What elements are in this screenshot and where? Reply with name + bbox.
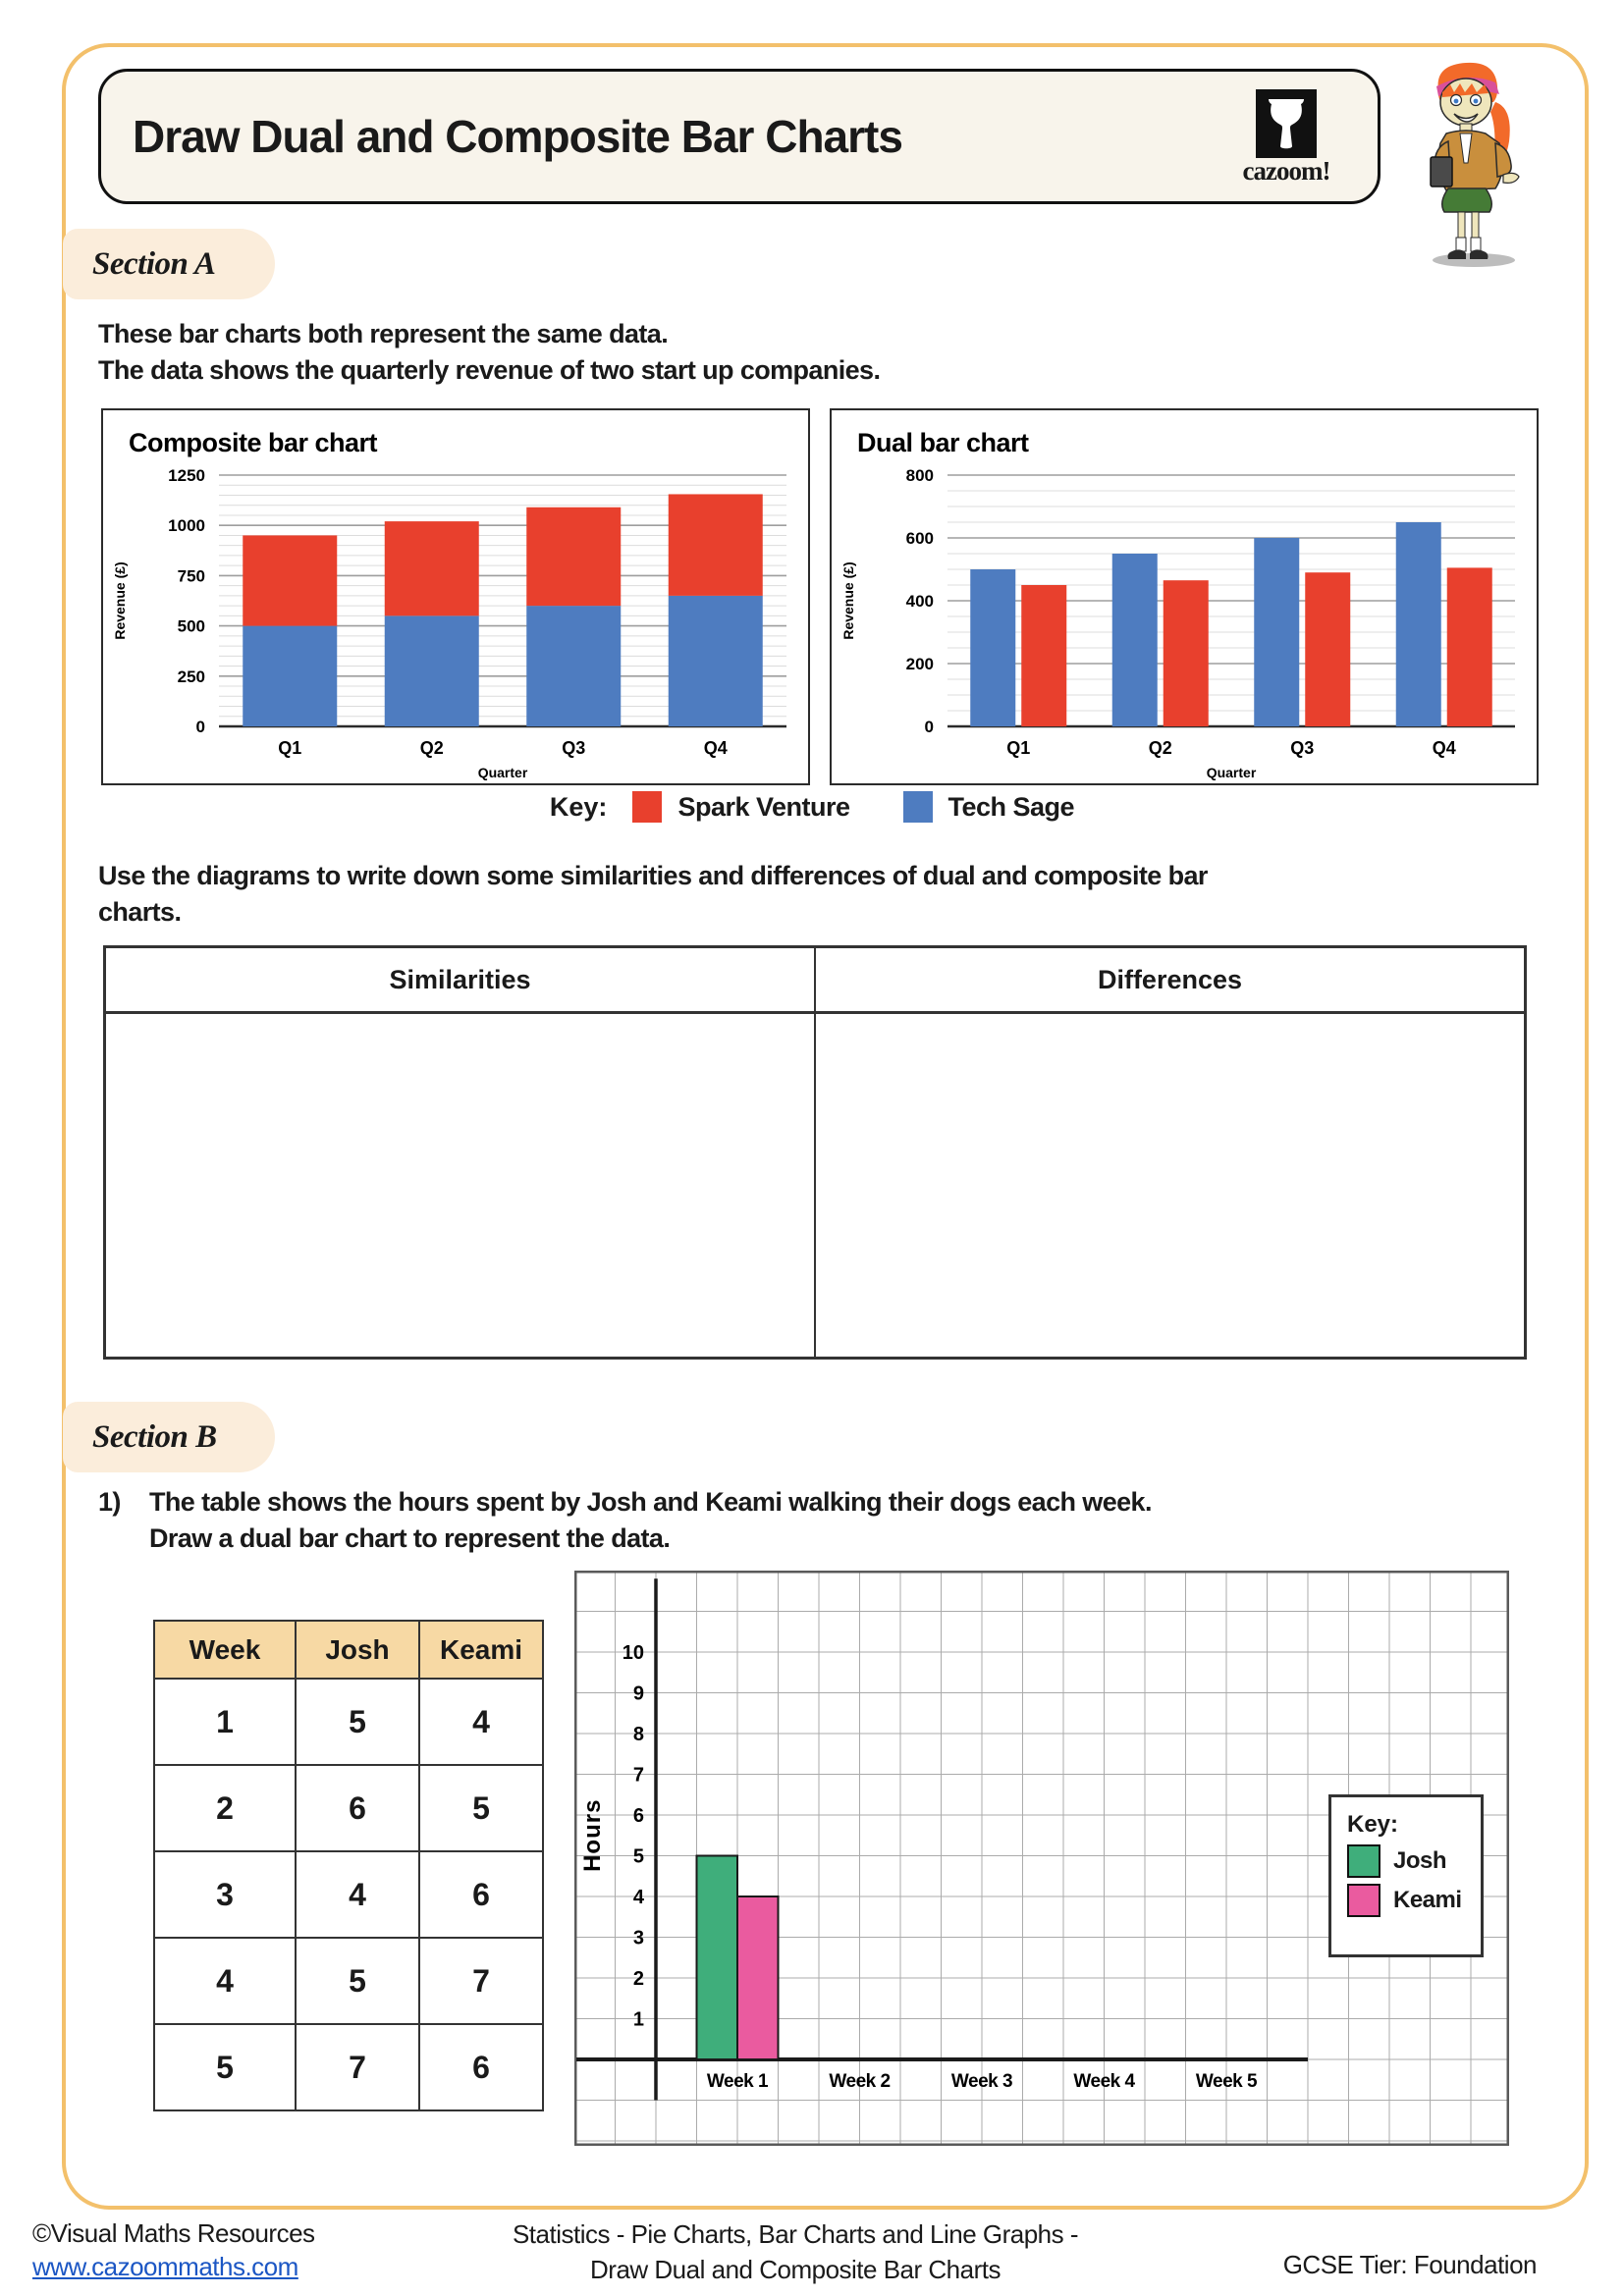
section-a-prompt [98,858,1208,931]
section-a-blob [63,229,275,299]
x-tick-label: Q3 [1290,738,1315,758]
hours-tick-label: 1 [632,2008,644,2031]
prompt-line-1: Use the diagrams to write down some similarities and differences of dual and composite bar [98,861,1208,890]
y-axis-title: Revenue (£) [112,561,128,640]
composite-bar-chart [101,408,810,785]
footer-left [32,2216,315,2283]
key-label: Key: [549,791,608,822]
grid-key-box [1328,1794,1484,1957]
table-cell: 6 [419,1851,543,1938]
question-text [149,1484,1152,1557]
table-cell: 7 [419,1938,543,2024]
chart-title: Composite bar chart [129,428,378,457]
hours-tick-label: 5 [632,1845,644,1868]
table-row [154,1679,543,1765]
website-link[interactable]: www.cazoommaths.com [32,2252,298,2281]
week-label: Week 1 [706,2071,769,2092]
josh-label: Josh [1393,1847,1447,1874]
dual-bar-chart [830,408,1539,785]
question-line-1: The table shows the hours spent by Josh and Keami walking their dogs each week. [149,1487,1152,1517]
section-b-label: Section B [92,1418,217,1455]
bar-tech-sage-q4 [669,596,763,726]
bar-tech-sage-q3 [1254,538,1299,726]
x-tick-label: Q3 [562,738,586,758]
differences-header: Differences [815,947,1526,1013]
bar-tech-sage-q1 [243,626,337,726]
section-a-intro [98,316,880,389]
x-axis-title: Quarter [1206,765,1257,780]
y-tick-label: 600 [905,529,934,548]
tech-sage-swatch [903,791,933,823]
tech-sage-label: Tech Sage [947,791,1075,822]
table-cell: 6 [419,2024,543,2110]
bar-spark-venture-q3 [1305,572,1350,726]
similarities-differences-table [103,945,1527,1360]
bar-tech-sage-q2 [1112,554,1158,726]
table-cell: 1 [154,1679,296,1765]
week-label: Week 5 [1195,2071,1258,2092]
bar-spark-venture-q3 [526,507,621,606]
bar-tech-sage-q2 [385,615,479,726]
bar-keami-week-1 [737,1896,779,2059]
y-axis-title: Revenue (£) [840,561,856,640]
hours-tick-label: 9 [632,1682,644,1705]
footer-tier: GCSE Tier: Foundation [1282,2250,1537,2279]
y-tick-label: 750 [177,566,205,586]
similarities-answer-cell[interactable] [105,1013,816,1359]
topic-line-2: Draw Dual and Composite Bar Charts [590,2255,1001,2284]
question-number: 1) [98,1487,121,1517]
bar-josh-week-1 [697,1856,738,2060]
y-tick-label: 400 [905,592,934,611]
josh-header: Josh [296,1621,419,1679]
bar-spark-venture-q1 [243,535,337,625]
section-a-label: Section A [92,245,216,282]
week-label: Week 2 [829,2071,891,2092]
differences-answer-cell[interactable] [815,1013,1526,1359]
section-b-blob [63,1402,275,1472]
y-tick-label: 0 [924,718,934,736]
table-row [154,2024,543,2110]
keami-label: Keami [1393,1887,1462,1913]
data-table-body [154,1679,543,2110]
grid-key-label: Key: [1347,1811,1399,1838]
table-row [154,1851,543,1938]
y-tick-label: 200 [905,655,934,673]
bar-spark-venture-q2 [1164,580,1209,726]
cazoom-logo [1222,89,1350,187]
bar-tech-sage-q1 [970,569,1015,726]
table-cell: 7 [296,2024,419,2110]
question-line-2: Draw a dual bar chart to represent the data. [149,1523,671,1553]
hours-tick-label: 8 [632,1724,644,1745]
table-cell: 6 [296,1765,419,1851]
table-cell: 4 [419,1679,543,1765]
bar-tech-sage-q4 [1396,522,1441,726]
y-tick-label: 500 [177,616,205,636]
bar-spark-venture-q2 [385,521,479,615]
x-tick-label: Q2 [419,738,444,758]
josh-swatch [1347,1844,1380,1878]
week-label: Week 4 [1073,2071,1135,2092]
table-cell: 5 [419,1765,543,1851]
drum-icon [1256,89,1317,158]
hours-data-table [153,1620,544,2111]
hours-axis-title: Hours [579,1798,606,1872]
table-cell: 5 [296,1679,419,1765]
x-tick-label: Q1 [1006,738,1031,758]
intro-line-1: These bar charts both represent the same data. [98,319,669,348]
table-row [154,1765,543,1851]
y-tick-label: 1000 [168,516,205,536]
footer-center [403,2216,1188,2287]
prompt-line-2: charts. [98,897,182,927]
y-tick-label: 1250 [168,466,205,485]
copyright: ©Visual Maths Resources [32,2218,315,2248]
keami-header: Keami [419,1621,543,1679]
week-header: Week [154,1621,296,1679]
table-cell: 4 [154,1938,296,2024]
hours-tick-label: 6 [632,1805,644,1827]
spark-venture-swatch [632,791,662,823]
hours-tick-label: 2 [632,1968,644,1990]
x-axis-title: Quarter [477,765,528,780]
y-tick-label: 250 [177,667,205,686]
x-tick-label: Q1 [278,738,302,758]
topic-line-1: Statistics - Pie Charts, Bar Charts and Line Graphs - [512,2219,1079,2249]
chart-title: Dual bar chart [857,428,1029,457]
chart-key [0,791,1624,823]
table-cell: 4 [296,1851,419,1938]
keami-swatch [1347,1884,1380,1917]
hours-tick-label: 7 [632,1764,644,1787]
table-cell: 5 [296,1938,419,2024]
bar-spark-venture-q1 [1021,585,1066,726]
page-title: Draw Dual and Composite Bar Charts [133,111,902,162]
x-tick-label: Q4 [703,738,728,758]
table-cell: 2 [154,1765,296,1851]
hours-tick-label: 10 [622,1642,644,1664]
brand-name: cazoom! [1242,156,1330,186]
similarities-header: Similarities [105,947,816,1013]
intro-line-2: The data shows the quarterly revenue of two start up companies. [98,355,881,385]
x-tick-label: Q4 [1432,738,1456,758]
spark-venture-label: Spark Venture [677,791,850,822]
table-cell: 5 [154,2024,296,2110]
title-banner [98,69,1380,204]
mascot-illustration [1409,51,1537,272]
table-cell: 3 [154,1851,296,1938]
hours-tick-label: 3 [632,1927,644,1949]
table-row [154,1938,543,2024]
bar-tech-sage-q3 [526,606,621,726]
y-tick-label: 800 [905,466,934,485]
bar-spark-venture-q4 [1447,567,1492,726]
bar-spark-venture-q4 [669,494,763,595]
y-tick-label: 0 [195,718,205,736]
hours-tick-label: 4 [632,1887,644,1908]
week-label: Week 3 [950,2071,1013,2092]
x-tick-label: Q2 [1148,738,1172,758]
